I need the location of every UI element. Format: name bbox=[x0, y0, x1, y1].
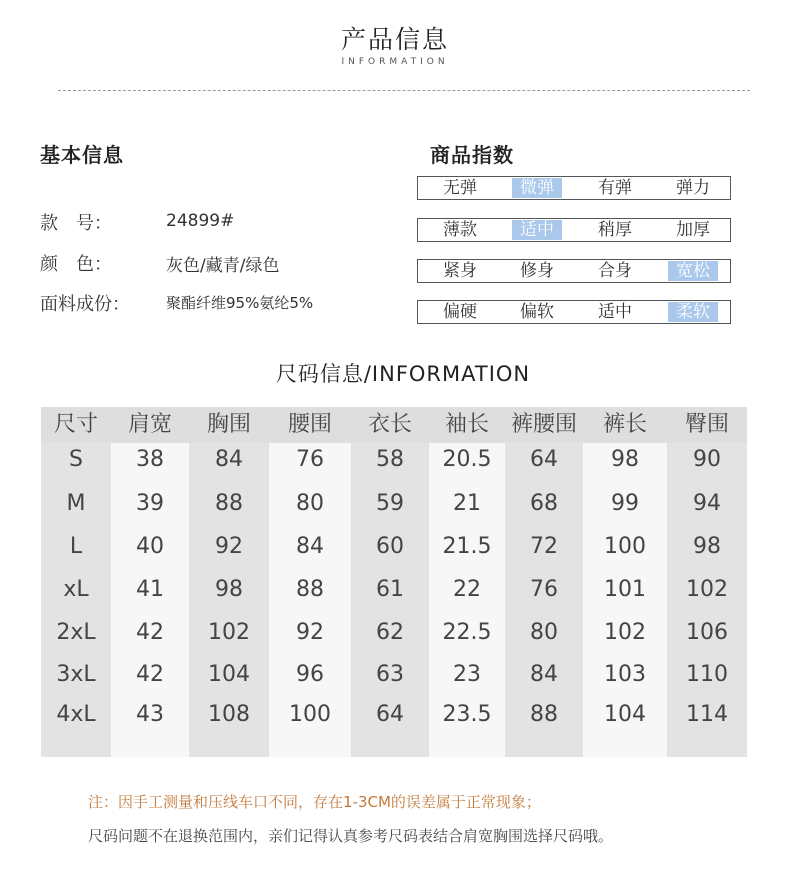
size-table-header-cell: 胸围 bbox=[189, 407, 269, 443]
size-table-cell: 23 bbox=[453, 662, 481, 687]
size-table-cell: 72 bbox=[530, 534, 558, 559]
size-table-header-cell: 裤长 bbox=[583, 407, 667, 443]
size-table-cell: 104 bbox=[208, 662, 250, 687]
size-table-cell: 2xL bbox=[56, 620, 96, 645]
size-table-column bbox=[269, 407, 351, 757]
size-table-cell: 88 bbox=[296, 577, 324, 602]
size-table-header-cell: 尺寸 bbox=[41, 407, 111, 443]
index-option: 无弹 bbox=[443, 178, 477, 198]
size-table bbox=[41, 407, 747, 757]
elasticity-index-row bbox=[417, 176, 731, 200]
size-table-cell: 84 bbox=[296, 534, 324, 559]
size-table-cell: 63 bbox=[376, 662, 404, 687]
fabric-value: 聚酯纤维95%氨纶5% bbox=[166, 294, 314, 312]
size-table-cell: 102 bbox=[604, 620, 646, 645]
size-table-cell: 100 bbox=[604, 534, 646, 559]
style-number-value: 24899# bbox=[166, 211, 235, 231]
size-table-header-cell: 腰围 bbox=[269, 407, 351, 443]
size-table-cell: 61 bbox=[376, 577, 404, 602]
size-table-cell: 90 bbox=[693, 447, 721, 472]
dashed-divider bbox=[58, 90, 750, 91]
index-option: 适中 bbox=[512, 220, 562, 240]
size-table-cell: 84 bbox=[215, 447, 243, 472]
size-table-cell: 103 bbox=[604, 662, 646, 687]
size-table-cell: 96 bbox=[296, 662, 324, 687]
size-table-header-cell: 肩宽 bbox=[111, 407, 189, 443]
page-title: 产品信息 bbox=[340, 25, 449, 54]
size-table-cell: 22.5 bbox=[442, 620, 492, 645]
size-table-column bbox=[351, 407, 429, 757]
size-table-cell: 22 bbox=[453, 577, 481, 602]
size-table-cell: 84 bbox=[530, 662, 558, 687]
size-table-cell: xL bbox=[63, 577, 89, 602]
size-table-cell: 23.5 bbox=[442, 702, 492, 727]
size-table-cell: 106 bbox=[686, 620, 728, 645]
size-table-cell: 68 bbox=[530, 491, 558, 516]
index-option: 适中 bbox=[598, 302, 632, 322]
size-table-cell: 64 bbox=[530, 447, 558, 472]
size-table-cell: 99 bbox=[611, 491, 639, 516]
size-table-cell: 94 bbox=[693, 491, 721, 516]
size-table-column bbox=[111, 407, 189, 757]
index-option: 有弹 bbox=[598, 178, 632, 198]
fit-index-row bbox=[417, 259, 731, 283]
size-table-cell: 20.5 bbox=[442, 447, 492, 472]
size-table-cell: 101 bbox=[604, 577, 646, 602]
size-table-cell: 114 bbox=[686, 702, 728, 727]
size-table-cell: 62 bbox=[376, 620, 404, 645]
size-table-cell: 80 bbox=[530, 620, 558, 645]
index-option: 弹力 bbox=[676, 178, 710, 198]
size-table-cell: 110 bbox=[686, 662, 728, 687]
size-table-cell: 102 bbox=[686, 577, 728, 602]
size-table-cell: 76 bbox=[296, 447, 324, 472]
color-label: 颜 色： bbox=[40, 254, 112, 275]
style-number-label: 款 号： bbox=[40, 213, 112, 234]
size-table-header-cell: 衣长 bbox=[351, 407, 429, 443]
index-option: 偏硬 bbox=[443, 302, 477, 322]
index-option: 稍厚 bbox=[598, 220, 632, 240]
size-table-cell: 4xL bbox=[56, 702, 96, 727]
size-table-cell: M bbox=[66, 491, 86, 516]
index-option: 加厚 bbox=[676, 220, 710, 240]
size-table-cell: 38 bbox=[136, 447, 164, 472]
size-table-cell: 21 bbox=[453, 491, 481, 516]
fabric-label: 面料成份： bbox=[40, 294, 130, 315]
index-option: 偏软 bbox=[520, 302, 554, 322]
size-table-column bbox=[41, 407, 111, 757]
size-table-cell: 102 bbox=[208, 620, 250, 645]
index-option: 柔软 bbox=[668, 302, 718, 322]
size-table-cell: 98 bbox=[215, 577, 243, 602]
size-table-cell: 60 bbox=[376, 534, 404, 559]
size-table-cell: 88 bbox=[530, 702, 558, 727]
thickness-index-row bbox=[417, 218, 731, 242]
size-table-cell: 43 bbox=[136, 702, 164, 727]
size-table-cell: 3xL bbox=[56, 662, 96, 687]
index-option: 微弹 bbox=[512, 178, 562, 198]
size-table-cell: 41 bbox=[136, 577, 164, 602]
size-table-cell: 98 bbox=[693, 534, 721, 559]
size-table-cell: 104 bbox=[604, 702, 646, 727]
size-table-cell: 92 bbox=[296, 620, 324, 645]
size-table-header-cell: 裤腰围 bbox=[505, 407, 583, 443]
size-table-cell: 64 bbox=[376, 702, 404, 727]
size-table-cell: 42 bbox=[136, 662, 164, 687]
size-table-column bbox=[505, 407, 583, 757]
size-table-cell: 76 bbox=[530, 577, 558, 602]
size-table-column bbox=[189, 407, 269, 757]
size-table-cell: 100 bbox=[289, 702, 331, 727]
size-info-title: 尺码信息/INFORMATION bbox=[275, 362, 531, 386]
measurement-note: 注：因手工测量和压线车口不同，存在1-3CM的误差属于正常现象； bbox=[88, 793, 541, 811]
size-table-cell: 40 bbox=[136, 534, 164, 559]
color-value: 灰色/藏青/绿色 bbox=[166, 256, 280, 276]
size-table-cell: 88 bbox=[215, 491, 243, 516]
index-option: 宽松 bbox=[668, 261, 718, 281]
size-table-header-cell: 臀围 bbox=[667, 407, 747, 443]
size-table-cell: 39 bbox=[136, 491, 164, 516]
size-table-cell: 59 bbox=[376, 491, 404, 516]
size-table-cell: 42 bbox=[136, 620, 164, 645]
index-option: 紧身 bbox=[443, 261, 477, 281]
size-table-cell: 108 bbox=[208, 702, 250, 727]
index-option: 合身 bbox=[598, 261, 632, 281]
size-table-column bbox=[583, 407, 667, 757]
basic-info-heading: 基本信息 bbox=[40, 143, 124, 167]
size-table-cell: L bbox=[69, 534, 83, 559]
return-policy-note: 尺码问题不在退换范围内，亲们记得认真参考尺码表结合肩宽胸围选择尺码哦。 bbox=[88, 827, 614, 845]
size-table-cell: 80 bbox=[296, 491, 324, 516]
size-table-column bbox=[429, 407, 505, 757]
size-table-cell: S bbox=[69, 447, 83, 472]
product-index-heading: 商品指数 bbox=[430, 143, 514, 167]
size-table-cell: 98 bbox=[611, 447, 639, 472]
page-subtitle: INFORMATION bbox=[341, 57, 449, 67]
softness-index-row bbox=[417, 300, 731, 324]
size-table-column bbox=[667, 407, 747, 757]
size-table-cell: 92 bbox=[215, 534, 243, 559]
index-option: 修身 bbox=[520, 261, 554, 281]
size-table-cell: 21.5 bbox=[442, 534, 492, 559]
size-table-cell: 58 bbox=[376, 447, 404, 472]
index-option: 薄款 bbox=[443, 220, 477, 240]
size-table-header-cell: 袖长 bbox=[429, 407, 505, 443]
